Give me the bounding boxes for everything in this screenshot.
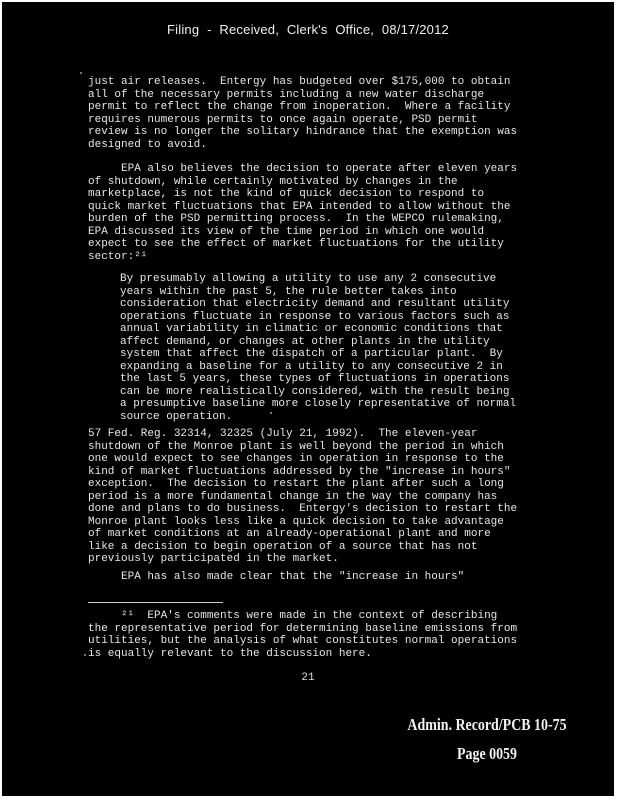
footnote: ²¹ EPA's comments were made in the context of describing the representative period for determining baseline emissions from utilities, but the analysis of what constitutes normal operations is equally relevant to the discussion here. bbox=[88, 610, 518, 660]
footnote-divider bbox=[88, 602, 223, 603]
scan-speck bbox=[84, 654, 86, 656]
scan-speck bbox=[80, 72, 82, 74]
filing-header: Filing - Received, Clerk's Office, 08/17/2012 bbox=[167, 22, 449, 37]
paragraph-4: EPA has also made clear that the "increase in hours" bbox=[88, 571, 465, 583]
paragraph-1: just air releases. Entergy has budgeted over $175,000 to obtain all of the necessary permits including a new water discharge permit to reflect the change from inoperation. Where a facility requires numerous permits to once again operate, PSD permit review is no longer the solitary hindrance that the exemption was designed to avoid. bbox=[88, 76, 518, 151]
paragraph-3: 57 Fed. Reg. 32314, 32325 (July 21, 1992). The eleven-year shutdown of the Monroe plant is well beyond the period in which one would expect to see changes in operation in response to the kind of market fluctuations addressed by the "increase in hours" exception. The decision to restart the plant after such a long period is a more fundamental change in the way the company has done and plans to do business. Entergy's decision to restart the Monroe plant looks less like a quick decision to take advantage of market conditions at an already-operational plant and more like a decision to begin operation of a source that has not previously participated in the market. bbox=[88, 428, 518, 565]
document-page bbox=[2, 2, 614, 796]
block-quote: By presumably allowing a utility to use any 2 consecutive years within the past 5, the rule better takes into consideration that electricity demand and resultant utility operations fluctuate in response to various factors such as annual variability in climatic or economic conditions that affect demand, or changes at other plants in the utility system that affect the dispatch of a particular plant. By expanding a baseline for a utility to any consecutive 2 in the last 5 years, these types of fluctuations in operations can be more realistically considered, with the result being a presumptive baseline more closely representative of normal source operation. bbox=[120, 273, 517, 423]
page-number: 21 bbox=[301, 672, 315, 684]
page-stamp: Page 0059 bbox=[456, 744, 518, 763]
paragraph-2: EPA also believes the decision to operate after eleven years of shutdown, while certainly motivated by changes in the marketplace, is not the kind of quick decision to respond to quick market fluctuations that EPA intended to allow without the burden of the PSD permitting process. In the WEPCO rulemaking, EPA discussed its view of the time period in which one would expect to see the effect of market fluctuations for the utility sector:²¹ bbox=[88, 163, 518, 263]
scan-speck bbox=[270, 412, 272, 414]
admin-record-stamp: Admin. Record/PCB 10-75 bbox=[407, 715, 567, 734]
